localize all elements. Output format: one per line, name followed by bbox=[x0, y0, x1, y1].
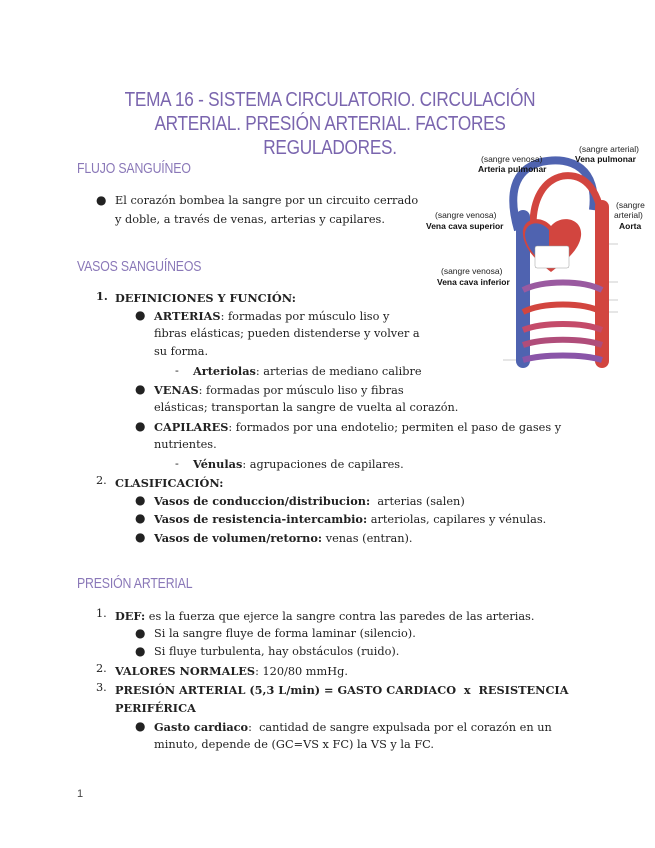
term: ARTERIAS bbox=[154, 309, 221, 323]
circulatory-diagram bbox=[423, 140, 645, 380]
list-item bbox=[154, 307, 389, 326]
term: VENAS bbox=[154, 383, 199, 397]
bullet-icon: ● bbox=[96, 193, 107, 207]
capillary-loop bbox=[523, 324, 602, 330]
list-item bbox=[193, 455, 404, 474]
term: Vasos de conduccion/distribucion: bbox=[154, 494, 371, 508]
page-title: TEMA 16 - SISTEMA CIRCULATORIO. CIRCULACIÓN ARTERIAL. PRESIÓN ARTERIAL. FACTORES REGULADORES. bbox=[124, 89, 536, 159]
label-vena-cava-superior-a: (sangre venosa) bbox=[435, 210, 497, 220]
list-item bbox=[154, 492, 465, 511]
list-item bbox=[154, 510, 546, 529]
capillary-loop bbox=[523, 283, 602, 291]
flujo-text-line: y doble, a través de venas, arterias y capilares. bbox=[115, 213, 385, 226]
list-item-cont: minuto, depende de (GC=VS x FC) la VS y la FC. bbox=[154, 738, 435, 751]
list-item bbox=[154, 718, 552, 737]
label-vena-cava-inferior-a: (sangre venosa) bbox=[441, 266, 503, 276]
list-item-title-cont: PERIFÉRICA bbox=[115, 701, 196, 715]
term: Vasos de volumen/retorno: bbox=[154, 531, 323, 545]
list-number: 3. bbox=[96, 681, 107, 694]
term-text: arteriolas, capilares y vénulas. bbox=[367, 513, 547, 526]
list-item-cont: fibras elásticas; pueden distenderse y volver a bbox=[154, 327, 420, 340]
term: DEF: bbox=[115, 609, 146, 623]
term-text: : agrupaciones de capilares. bbox=[242, 458, 404, 471]
term-text: : formados por una endotelio; permiten el paso de gases y bbox=[228, 421, 562, 434]
label-aorta-b: arterial) bbox=[614, 210, 643, 220]
bullet-icon: ● bbox=[135, 530, 146, 544]
term: VALORES NORMALES bbox=[115, 664, 256, 678]
bullet-icon: ● bbox=[135, 308, 146, 322]
dash-marker: - bbox=[175, 364, 179, 377]
list-item-cont: su forma. bbox=[154, 345, 209, 358]
term-text: : formadas por músculo liso y fibras bbox=[198, 384, 404, 397]
bullet-icon: ● bbox=[135, 511, 146, 525]
dash-marker: - bbox=[175, 457, 179, 470]
list-item bbox=[154, 381, 404, 400]
list-item bbox=[154, 529, 413, 548]
label-vena-pulmonar-b: Vena pulmonar bbox=[575, 154, 636, 164]
section-heading-vasos: VASOS SANGUÍNEOS bbox=[77, 258, 202, 275]
term-text: : 120/80 mmHg. bbox=[255, 665, 348, 678]
list-number: 1. bbox=[96, 289, 108, 303]
term-text: : cantidad de sangre expulsada por el corazón en un bbox=[248, 721, 552, 734]
label-vena-cava-inferior-b: Vena cava inferior bbox=[437, 277, 510, 287]
heart-label-box bbox=[535, 246, 569, 268]
label-vena-pulmonar-a: (sangre arterial) bbox=[579, 144, 639, 154]
list-item-title: PRESIÓN ARTERIAL (5,3 L/min) = GASTO CARDIACO x RESISTENCIA bbox=[115, 683, 569, 697]
term-text: venas (entran). bbox=[322, 532, 413, 545]
list-item: Si fluye turbulenta, hay obstáculos (ruido). bbox=[154, 645, 400, 658]
list-item-cont: nutrientes. bbox=[154, 438, 217, 451]
list-number: 2. bbox=[96, 474, 107, 487]
label-arteria-pulmonar-a: (sangre venosa) bbox=[481, 154, 543, 164]
bullet-icon: ● bbox=[135, 493, 146, 507]
bullet-icon: ● bbox=[135, 644, 146, 658]
list-number: 1. bbox=[96, 607, 107, 620]
list-item-cont: elásticas; transportan la sangre de vuelta al corazón. bbox=[154, 401, 459, 414]
term-text: : formadas por músculo liso y bbox=[220, 310, 390, 323]
page-number: 1 bbox=[77, 788, 84, 800]
term-text: : arterias de mediano calibre bbox=[255, 365, 422, 378]
label-vena-cava-superior-b: Vena cava superior bbox=[426, 221, 504, 231]
capillary-loop bbox=[523, 305, 602, 313]
term-text: arterias (salen) bbox=[370, 495, 465, 508]
list-item-title: DEFINICIONES Y FUNCIÓN: bbox=[115, 291, 296, 305]
term: Arteriolas bbox=[193, 364, 256, 378]
term: Gasto cardiaco bbox=[154, 720, 249, 734]
bullet-icon: ● bbox=[135, 419, 146, 433]
label-arteria-pulmonar-b: Arteria pulmonar bbox=[478, 164, 547, 174]
bullet-icon: ● bbox=[135, 626, 146, 640]
flujo-text-line: El corazón bombea la sangre por un circuito cerrado bbox=[115, 194, 419, 207]
bullet-icon: ● bbox=[135, 719, 146, 733]
list-item-title: CLASIFICACIÓN: bbox=[115, 476, 224, 490]
term: CAPILARES bbox=[154, 420, 229, 434]
list-item: Si la sangre fluye de forma laminar (silencio). bbox=[154, 627, 416, 640]
label-aorta-c: Aorta bbox=[619, 221, 642, 231]
section-heading-flujo: FLUJO SANGUÍNEO bbox=[77, 160, 191, 177]
term-text: es la fuerza que ejerce la sangre contra las paredes de las arterias. bbox=[145, 610, 535, 623]
label-aorta-a: (sangre bbox=[616, 200, 645, 210]
section-heading-presion: PRESIÓN ARTERIAL bbox=[77, 575, 193, 592]
list-item bbox=[154, 418, 561, 437]
term: Vénulas bbox=[193, 457, 243, 471]
list-item bbox=[115, 662, 348, 681]
list-number: 2. bbox=[96, 662, 107, 675]
term: Vasos de resistencia-intercambio: bbox=[154, 512, 368, 526]
capillary-loop bbox=[523, 356, 602, 361]
capillary-loop bbox=[523, 340, 602, 345]
bullet-icon: ● bbox=[135, 382, 146, 396]
list-item bbox=[115, 607, 534, 626]
list-item bbox=[193, 362, 422, 381]
